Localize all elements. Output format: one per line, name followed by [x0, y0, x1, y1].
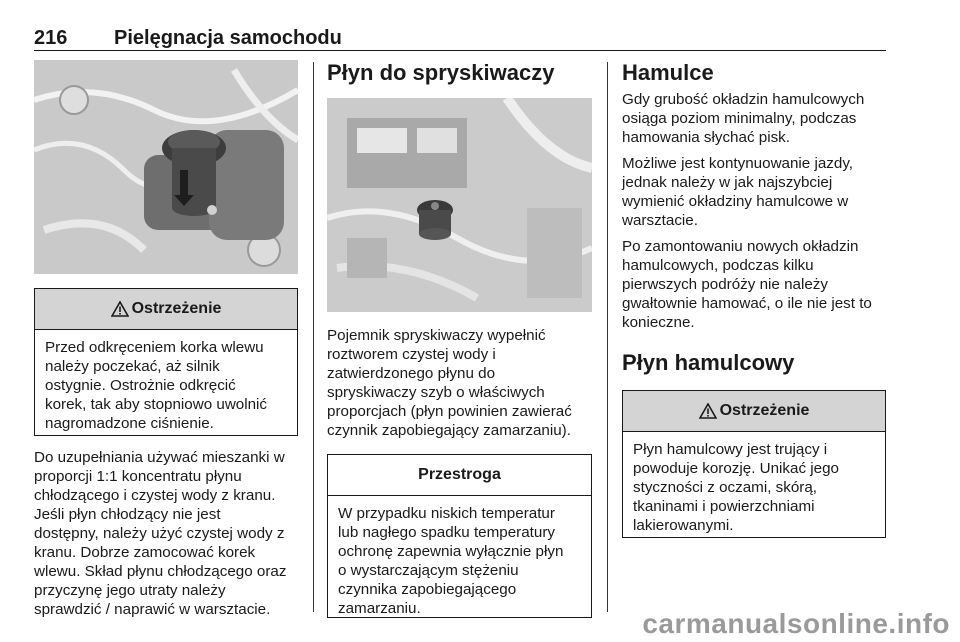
page-number: 216	[34, 27, 68, 49]
body-line: czynnik zapobiegający zamarzaniu).	[327, 422, 571, 439]
body-line: jednak należy w jak najszybciej	[622, 174, 833, 191]
body-line: Gdy grubość okładzin hamulcowych	[622, 91, 865, 108]
body-line: chłodzącego i czystej wody z kranu.	[34, 487, 276, 504]
body-line: gwałtownie hamować, o ile nie jest to	[622, 295, 872, 312]
caution-line: czynnika zapobiegającego	[338, 581, 517, 598]
body-line: warsztacie.	[622, 212, 698, 229]
warning-line: ostygnie. Ostrożnie odkręcić	[45, 377, 236, 394]
body-line: wlewu. Skład płynu chłodzącego oraz	[34, 563, 287, 580]
page-header	[34, 26, 886, 51]
watermark: carmanualsonline.info	[642, 608, 950, 639]
body-line: proporcji 1:1 koncentratu płynu	[34, 468, 242, 485]
coolant-body-text	[34, 448, 298, 619]
body-line: zatwierdzonego płynu do	[327, 365, 496, 382]
body-line: Do uzupełniania używać mieszanki w	[34, 449, 285, 466]
washer-body-text	[327, 326, 592, 440]
body-line: wymienić okładziny hamulcowe w	[622, 193, 849, 210]
warning-line: styczności z oczami, skórą,	[633, 479, 817, 496]
body-line: konieczne.	[622, 314, 695, 331]
warning-line: nagromadzone ciśnienie.	[45, 415, 214, 432]
column-divider	[313, 62, 314, 612]
body-line: przyczynę jego utraty należy	[34, 582, 226, 599]
body-line: Możliwe jest kontynuowanie jazdy,	[622, 155, 854, 172]
coolant-reservoir-illustration	[34, 60, 298, 274]
warning-title: Ostrzeżenie	[719, 402, 810, 419]
caution-box-washer	[327, 454, 592, 618]
column-divider	[607, 62, 608, 612]
brakes-paragraph	[622, 237, 886, 332]
caution-line: ochronę zapewnia wyłącznie płyn	[338, 543, 564, 560]
body-line: osiąga poziom minimalny, podczas	[622, 110, 857, 127]
column-washer-fluid	[327, 60, 592, 618]
body-line: pierwszych podróży nie należy	[622, 276, 828, 293]
body-line: kranu. Dobrze zamocować korek	[34, 544, 256, 561]
body-line: sprawdzić / naprawić w warsztacie.	[34, 601, 271, 618]
warning-line: tkaninami i powierzchniami	[633, 498, 815, 515]
caution-line: lub nagłego spadku temperatury	[338, 524, 555, 541]
warning-header	[623, 391, 885, 432]
caution-title: Przestroga	[418, 466, 501, 483]
warning-box-brake-fluid	[622, 390, 886, 538]
warning-line: lakierowanymi.	[633, 517, 734, 534]
washer-reservoir-illustration	[327, 98, 592, 312]
column-brakes	[622, 60, 886, 538]
brakes-paragraph	[622, 90, 886, 147]
brakes-paragraph	[622, 154, 886, 230]
body-line: proporcjach (płyn powinien zawierać	[327, 403, 572, 420]
warning-line: Przed odkręceniem korka wlewu	[45, 339, 264, 356]
body-line: Po zamontowaniu nowych okładzin	[622, 238, 859, 255]
column-coolant	[34, 60, 298, 619]
caution-header	[328, 455, 591, 496]
body-line: dostępny, należy użyć czystej wody z	[34, 525, 285, 542]
body-line: Pojemnik spryskiwaczy wypełnić	[327, 327, 546, 344]
warning-box-coolant	[34, 288, 298, 436]
warning-line: Płyn hamulcowy jest trujący i	[633, 441, 828, 458]
body-line: hamulcowych, podczas kilku	[622, 257, 814, 274]
body-line: hamowania słychać pisk.	[622, 129, 790, 146]
warning-header	[35, 289, 297, 330]
warning-line: należy poczekać, aż silnik	[45, 358, 220, 375]
page-title: Pielęgnacja samochodu	[114, 27, 342, 49]
section-heading: Hamulce	[622, 60, 714, 85]
caution-line: W przypadku niskich temperatur	[338, 505, 555, 522]
warning-line: korek, tak aby stopniowo uwolnić	[45, 396, 268, 413]
section-heading: Płyn do spryskiwaczy	[327, 60, 555, 85]
caution-line: o wystarczającym stężeniu	[338, 562, 519, 579]
warning-triangle-icon	[111, 301, 129, 317]
warning-line: powoduje korozję. Unikać jego	[633, 460, 839, 477]
body-line: roztworem czystej wody i	[327, 346, 496, 363]
section-heading: Płyn hamulcowy	[622, 350, 795, 375]
warning-triangle-icon	[699, 403, 717, 419]
warning-title: Ostrzeżenie	[131, 300, 222, 317]
body-line: Jeśli płyn chłodzący nie jest	[34, 506, 221, 523]
caution-line: zamarzaniu.	[338, 600, 421, 617]
body-line: spryskiwaczy szyb o właściwych	[327, 384, 545, 401]
